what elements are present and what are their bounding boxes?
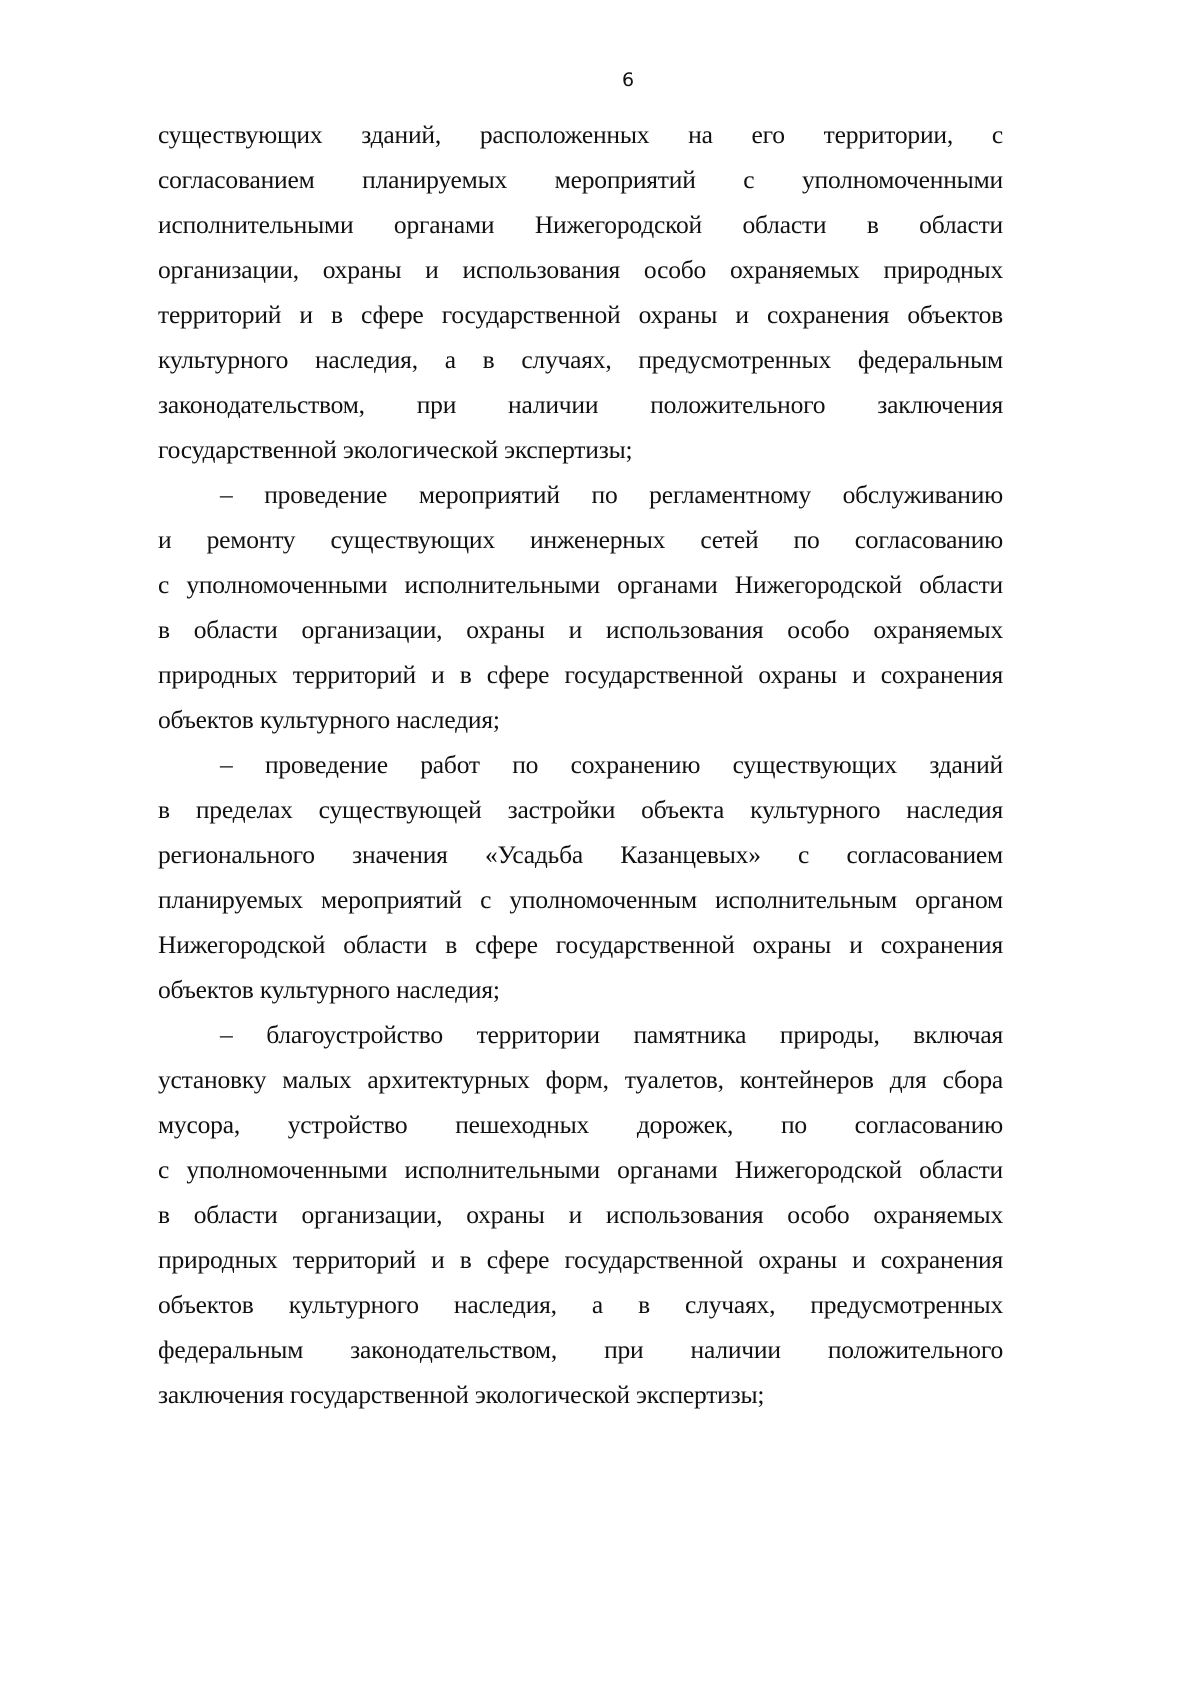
text-line: организации, охраны и использования особо охраняемых природных [158,255,1003,284]
text-line: регионального значения «Усадьба Казанцевых» с согласованием [158,840,1003,869]
list-item-engineering-networks [158,472,1003,742]
text-line: природных территорий и в сфере государственной охраны и сохранения [158,660,1003,689]
text-line: – проведение мероприятий по регламентному обслуживанию [220,480,1003,509]
text-line: с уполномоченными исполнительными органами Нижегородской области [158,1155,1003,1184]
text-line: федеральным законодательством, при наличии положительного [158,1335,1003,1364]
text-line: с уполномоченными исполнительными органами Нижегородской области [158,570,1003,599]
text-line: объектов культурного наследия, а в случаях, предусмотренных [158,1290,1003,1319]
text-line: законодательством, при наличии положительного заключения [158,390,1003,419]
text-line: и ремонту существующих инженерных сетей по согласованию [158,525,1003,554]
text-line: Нижегородской области в сфере государственной охраны и сохранения [158,930,1003,959]
text-line: заключения государственной экологической экспертизы; [158,1380,765,1409]
document-body [158,112,1003,1417]
list-item-landscaping [158,1012,1003,1417]
text-line: культурного наследия, а в случаях, предусмотренных федеральным [158,345,1003,374]
text-line: установку малых архитектурных форм, туалетов, контейнеров для сбора [158,1065,1003,1094]
text-line: в области организации, охраны и использования особо охраняемых [158,615,1003,644]
list-item-building-preservation [158,742,1003,1012]
text-line: существующих зданий, расположенных на его территории, с [158,120,1003,149]
text-line: государственной экологической экспертизы; [158,435,633,464]
text-line: территорий и в сфере государственной охраны и сохранения объектов [158,300,1003,329]
text-line: природных территорий и в сфере государственной охраны и сохранения [158,1245,1003,1274]
text-line: объектов культурного наследия; [158,705,500,734]
text-line: согласованием планируемых мероприятий с уполномоченными [158,165,1003,194]
text-line: объектов культурного наследия; [158,975,500,1004]
text-line: мусора, устройство пешеходных дорожек, по согласованию [158,1110,1003,1139]
text-line: в пределах существующей застройки объекта культурного наследия [158,795,1003,824]
text-line: – проведение работ по сохранению существующих зданий [220,750,1003,779]
text-line: – благоустройство территории памятника природы, включая [220,1020,1003,1049]
paragraph-continuation [158,112,1003,472]
text-line: исполнительными органами Нижегородской области в области [158,210,1003,239]
page-number: 6 [621,69,635,91]
text-line: в области организации, охраны и использования особо охраняемых [158,1200,1003,1229]
text-line: планируемых мероприятий с уполномоченным исполнительным органом [158,885,1003,914]
